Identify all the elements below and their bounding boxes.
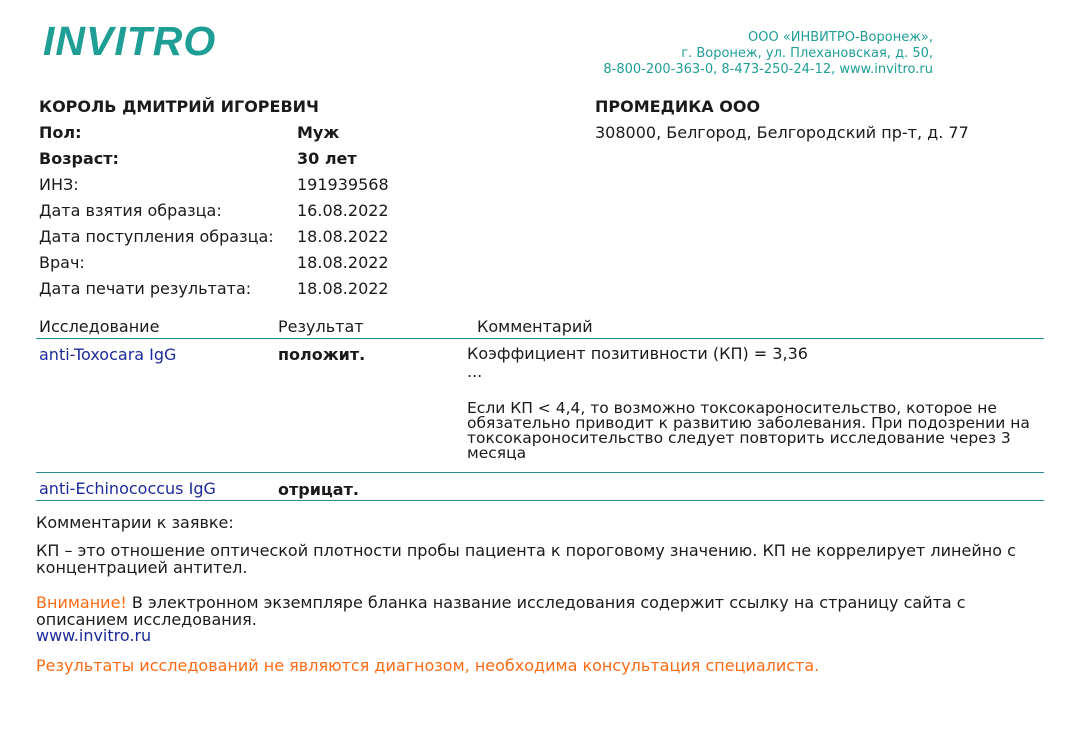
test-link-echinococcus[interactable]: anti-Echinococcus IgG	[39, 479, 216, 498]
invitro-logo: INVITRO	[43, 18, 217, 64]
site-link[interactable]: www.invitro.ru	[36, 626, 152, 645]
clinic-address: 308000, Белгород, Белгородский пр-т, д. 77	[595, 123, 969, 142]
result-echinococcus: отрицат.	[278, 480, 359, 499]
field-value-sample-date: 16.08.2022	[297, 201, 389, 220]
lab-name: ООО «ИНВИТРО-Воронеж»,	[747, 30, 933, 45]
field-label-inz: ИНЗ:	[39, 175, 79, 194]
field-label-age: Возраст:	[39, 149, 119, 168]
lab-phones: 8-800-200-363-0, 8-473-250-24-12, www.invitro.ru	[603, 62, 933, 77]
field-label-received-date: Дата поступления образца:	[39, 227, 274, 246]
lab-contact-block	[603, 30, 933, 78]
column-header-result: Результат	[278, 317, 364, 336]
field-value-inz: 191939568	[297, 175, 389, 194]
lab-address: г. Воронеж, ул. Плехановская, д. 50,	[681, 46, 933, 61]
notes-heading: Комментарии к заявке:	[36, 513, 234, 532]
field-value-age: 30 лет	[297, 149, 357, 168]
patient-name: КОРОЛЬ ДМИТРИЙ ИГОРЕВИЧ	[39, 97, 319, 116]
field-label-doctor: Врач:	[39, 253, 85, 272]
test-link-toxocara[interactable]: anti-Toxocara IgG	[39, 345, 177, 364]
kp-explanation: КП – это отношение оптической плотности пробы пациента к пороговому значению. КП не коррелирует линейно с концентрацией антител.	[36, 541, 1016, 577]
field-label-sex: Пол:	[39, 123, 82, 142]
attention-text: В электронном экземпляре бланка название исследования содержит ссылку на страницу сайта с описанием исследования.	[36, 593, 966, 629]
column-header-test: Исследование	[39, 317, 160, 336]
clinic-name: ПРОМЕДИКА ООО	[595, 97, 761, 116]
comment-kp-value: Коэффициент позитивности (КП) = 3,36	[467, 344, 808, 363]
table-header-divider	[36, 338, 1044, 339]
attention-paragraph	[36, 594, 1046, 628]
field-value-received-date: 18.08.2022	[297, 227, 389, 246]
table-bottom-divider	[36, 500, 1044, 501]
comment-interpretation: Если КП < 4,4, то возможно токсокароносительство, которое не обязательно приводит к развитию заболевания. При подозрении на токсокароносительство следует повторить исследование через 3 месяца	[467, 399, 1030, 462]
field-value-sex: Муж	[297, 123, 340, 142]
field-label-print-date: Дата печати результата:	[39, 279, 252, 298]
field-label-sample-date: Дата взятия образца:	[39, 201, 222, 220]
column-header-comment: Комментарий	[477, 317, 593, 336]
diagnosis-disclaimer: Результаты исследований не являются диагнозом, необходима консультация специалиста.	[36, 656, 820, 675]
field-value-doctor: 18.08.2022	[297, 253, 389, 272]
field-value-print-date: 18.08.2022	[297, 279, 389, 298]
attention-label: Внимание!	[36, 593, 127, 612]
table-row-divider	[36, 472, 1044, 473]
result-toxocara: положит.	[278, 345, 366, 364]
comment-ellipsis: ...	[467, 362, 483, 381]
